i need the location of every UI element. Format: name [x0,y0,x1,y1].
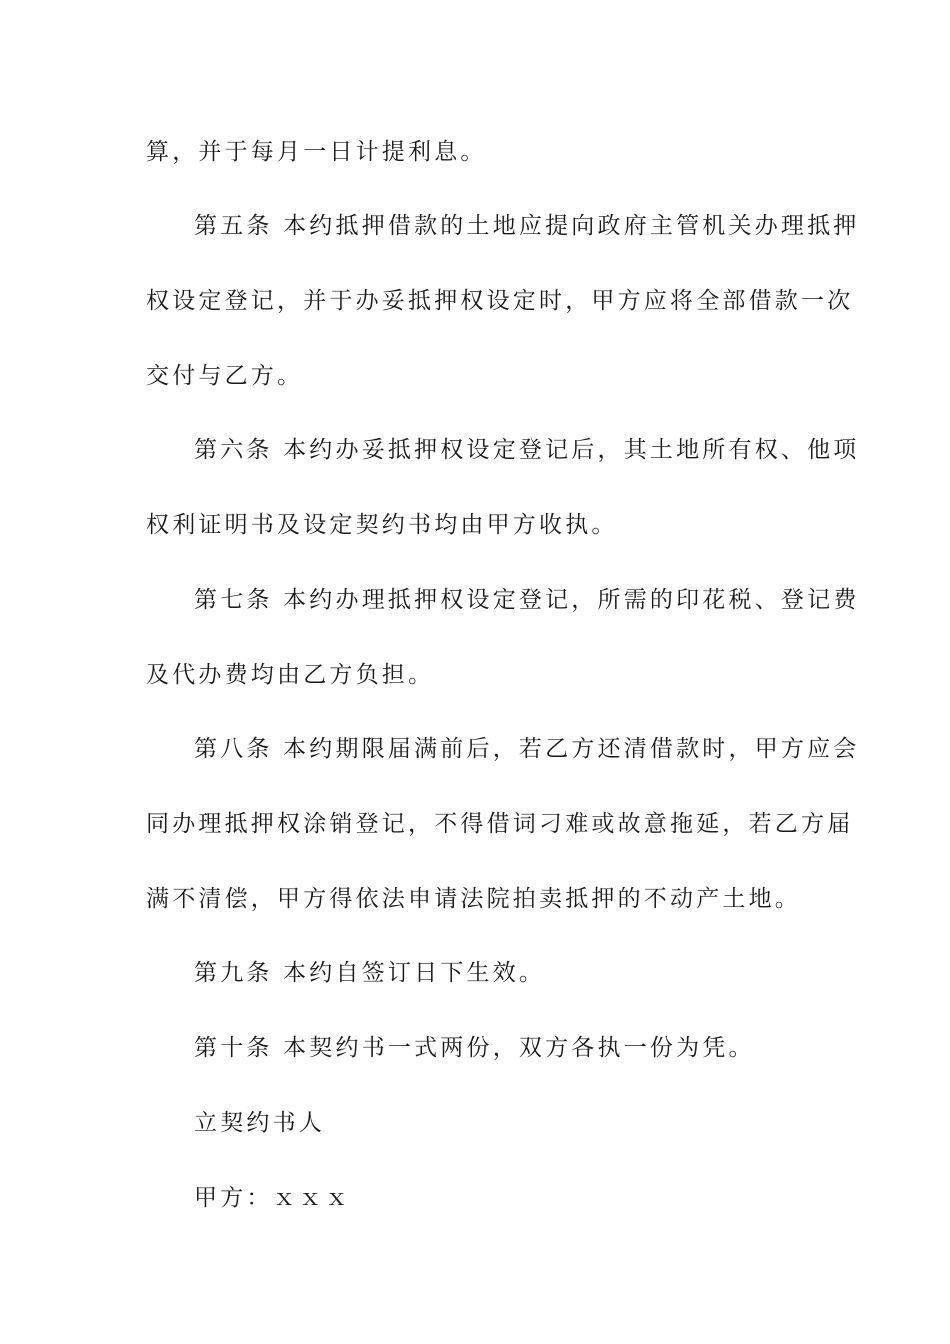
article-10-line: 第十条 本契约书一式两份，双方各执一份为凭。 [194,1035,755,1061]
paragraph-line: 同办理抵押权涂销登记，不得借词刁难或故意拖延，若乙方届 [146,811,854,837]
article-6-line: 第六条 本约办妥抵押权设定登记后，其土地所有权、他项 [194,437,860,463]
paragraph-line: 交付与乙方。 [146,363,304,389]
signatories-heading: 立契约书人 [194,1110,325,1136]
party-a-line: 甲方：ｘｘｘ [194,1185,352,1211]
article-8-line: 第八条 本约期限届满前后，若乙方还清借款时，甲方应会 [194,736,860,762]
paragraph-line: 及代办费均由乙方负担。 [146,662,435,688]
paragraph-line: 算，并于每月一日计提利息。 [146,139,487,165]
article-5-line: 第五条 本约抵押借款的土地应提向政府主管机关办理抵押 [194,213,860,239]
paragraph-line: 权利证明书及设定契约书均由甲方收执。 [146,512,618,538]
article-9-line: 第九条 本约自签订日下生效。 [194,960,546,986]
paragraph-line: 权设定登记，并于办妥抵押权设定时，甲方应将全部借款一次 [146,288,854,314]
paragraph-line: 满不清偿，甲方得依法申请法院拍卖抵押的不动产土地。 [146,886,801,912]
article-7-line: 第七条 本约办理抵押权设定登记，所需的印花税、登记费 [194,587,860,613]
